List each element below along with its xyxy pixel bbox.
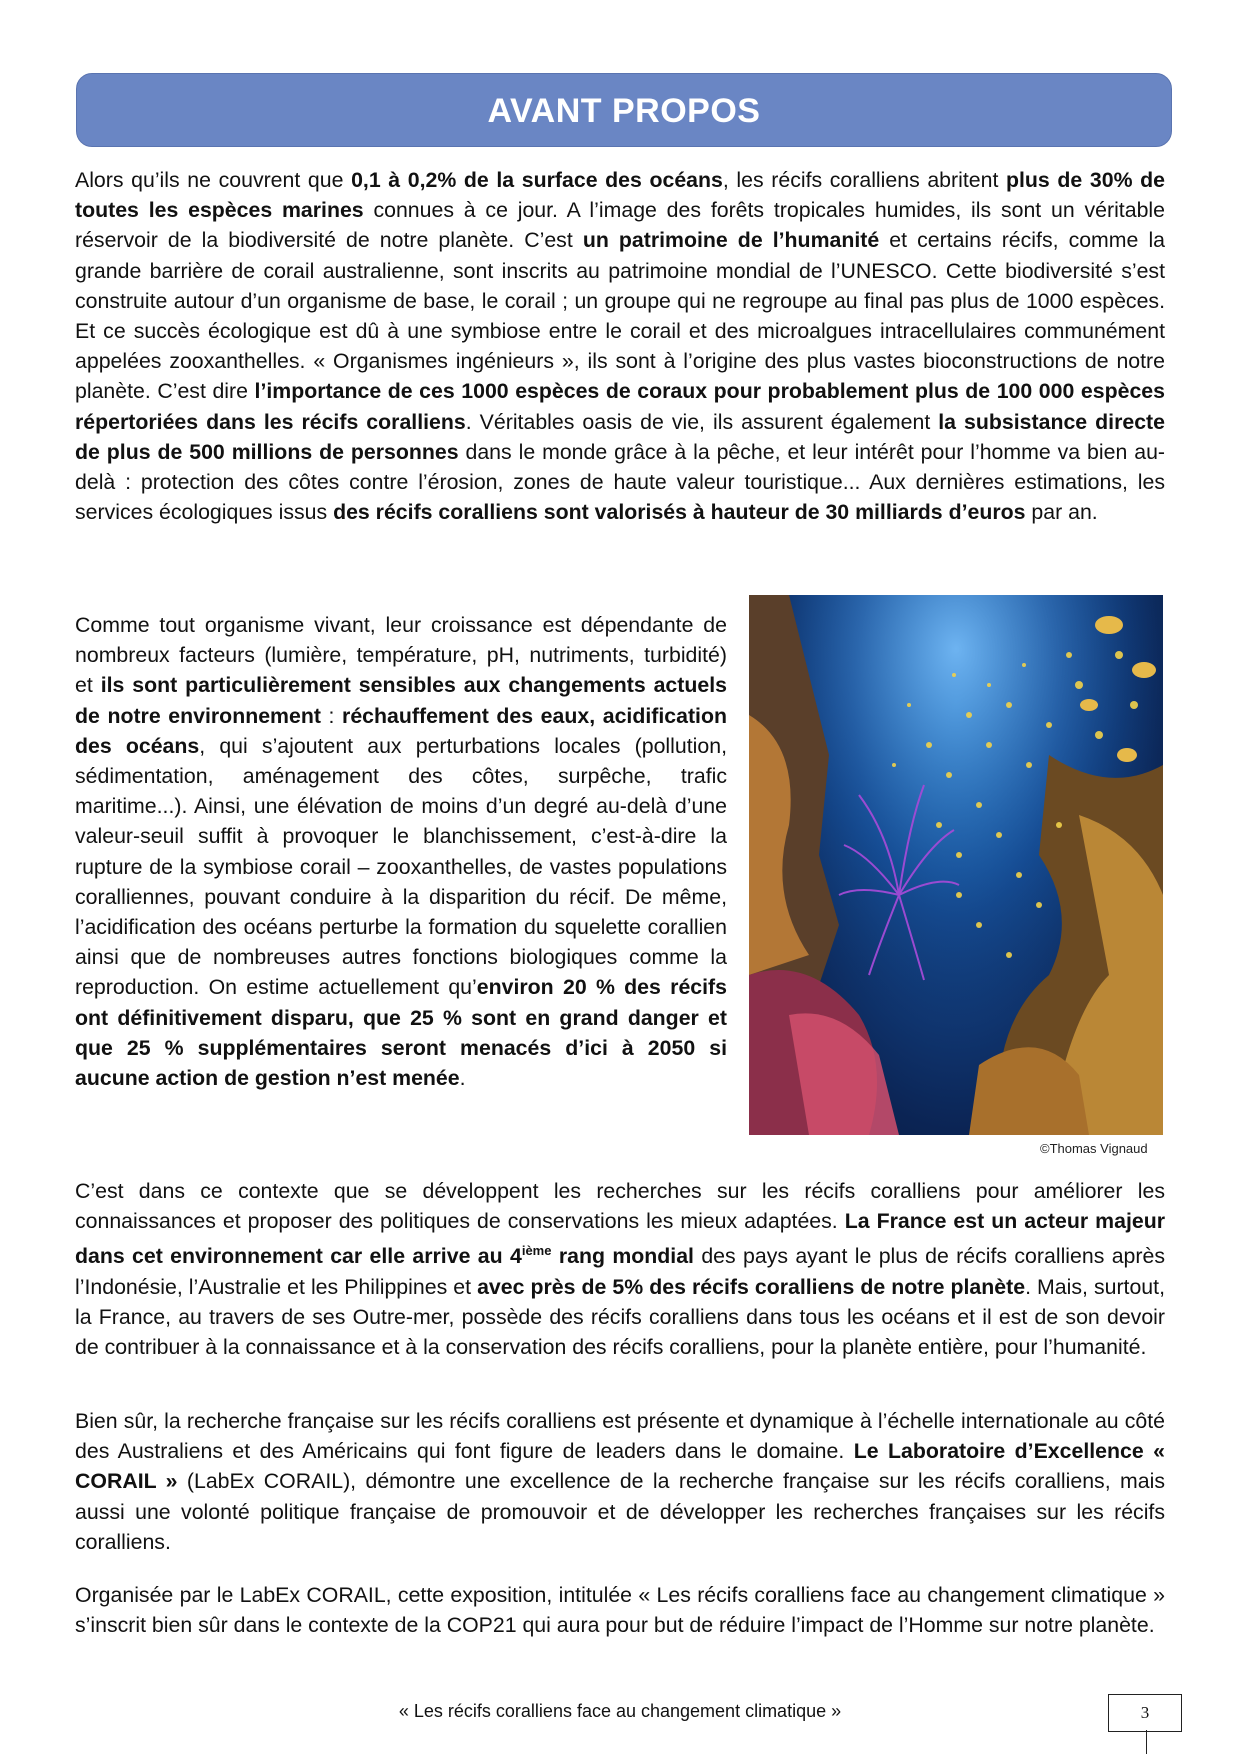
paragraph-intro: Alors qu’ils ne couvrent que 0,1 à 0,2% de la surface des océans, les récifs coralliens abritent plus de 30% de toutes les espèces marines connues à ce jour. A l’image des forêts tropicales humides, ils sont un véritable réservoir de la biodiversité de notre planète. C’est un patrimoine de l’humanité et certains récifs, comme la grande barrière de corail australienne, sont inscrits au patrimoine mondial de l’UNESCO. Cette biodiversité s’est construite autour d’un organisme de base, le corail ; un groupe qui ne regroupe au final pas plus de 1000 espèces. Et ce succès écologique est dû à une symbiose entre le corail et des microalgues intracellulaires communément appelées zooxanthelles. « Organismes ingénieurs », ils sont à l’origine des plus vastes bioconstructions de notre planète. C’est dire l’importance de ces 1000 espèces de coraux pour probablement plus de 100 000 espèces répertoriées dans les récifs coralliens. Véritables oasis de vie, ils assurent également la subsistance directe de plus de 500 millions de personnes dans le monde grâce à la pêche, et leur intérêt pour l’homme va bien au-delà : protection des côtes contre l’érosion, zones de haute valeur touristique... Aux dernières estimations, les services écologiques issus des récifs coralliens sont valorisés à hauteur de 30 milliards d’euros par an. (75, 168, 1166, 525)
paragraph-threats: Comme tout organisme vivant, leur croissance est dépendante de nombreux facteurs (lumière, température, pH, nutriments, turbidité) et ils sont particulièrement sensibles aux changements actuels de notre environnement : réchauffement des eaux, acidification des océans, qui s’ajoutent aux perturbations locales (pollution, sédimentation, aménagement des côtes, surpêche, trafic maritime...). Ainsi, une élévation de moins d’un degré au-delà d’une valeur-seuil suffit à provoquer le blanchissement, c’est-à-dire la rupture de la symbiose corail – zooxanthelles, de vastes populations coralliennes, pouvant conduire à la disparition du récif. De même, l’acidification des océans perturbe la formation du squelette corallien ainsi que de nombreuses autres fonctions biologiques comme la reproduction. On estime actuellement qu’environ 20 % des récifs ont définitivement disparu, que 25 % sont en grand danger et que 25 % supplémentaires seront menacés d’ici à 2050 si aucune action de gestion n’est menée. (75, 613, 727, 1091)
section-banner (76, 73, 1172, 147)
paragraph-exhibition: Organisée par le LabEx CORAIL, cette exposition, intitulée « Les récifs coralliens face au changement climatique » s’inscrit bien sûr dans le contexte de la COP21 qui aura pour but de réduire l’impact de l’Homme sur notre planète. (75, 1583, 1165, 1638)
page-number: 3 (1140, 1703, 1150, 1722)
photo-credit: ©Thomas Vignaud (1040, 1141, 1148, 1156)
coral-reef-photo (749, 595, 1163, 1135)
coral-reef-illustration (749, 595, 1163, 1135)
paragraph-france: C’est dans ce contexte que se développent les recherches sur les récifs coralliens pour améliorer les connaissances et proposer des politiques de conservations les mieux adaptées. La France est un acteur majeur dans cet environnement car elle arrive au 4ième rang mondial des pays ayant le plus de récifs coralliens après l’Indonésie, l’Australie et les Philippines et avec près de 5% des récifs coralliens de notre planète. Mais, surtout, la France, au travers de ses Outre-mer, possède des récifs coralliens dans tous les océans et il est de son devoir de contribuer à la connaissance et à la conservation des récifs coralliens, pour la planète entière, pour l’humanité. (75, 1179, 1166, 1360)
page-number-box (1108, 1694, 1182, 1732)
page-number-connector (1146, 1730, 1147, 1754)
paragraph-research: Bien sûr, la recherche française sur les récifs coralliens est présente et dynamique à l’échelle internationale au côté des Australiens et des Américains qui font figure de leaders dans le domaine. Le Laboratoire d’Excellence « CORAIL » (LabEx CORAIL), démontre une excellence de la recherche française sur les récifs coralliens, mais aussi une volonté politique française de promouvoir et de développer les recherches françaises sur les récifs coralliens. (75, 1409, 1165, 1554)
footer-title: « Les récifs coralliens face au changement climatique » (398, 1701, 842, 1721)
section-title: AVANT PROPOS (487, 92, 761, 130)
